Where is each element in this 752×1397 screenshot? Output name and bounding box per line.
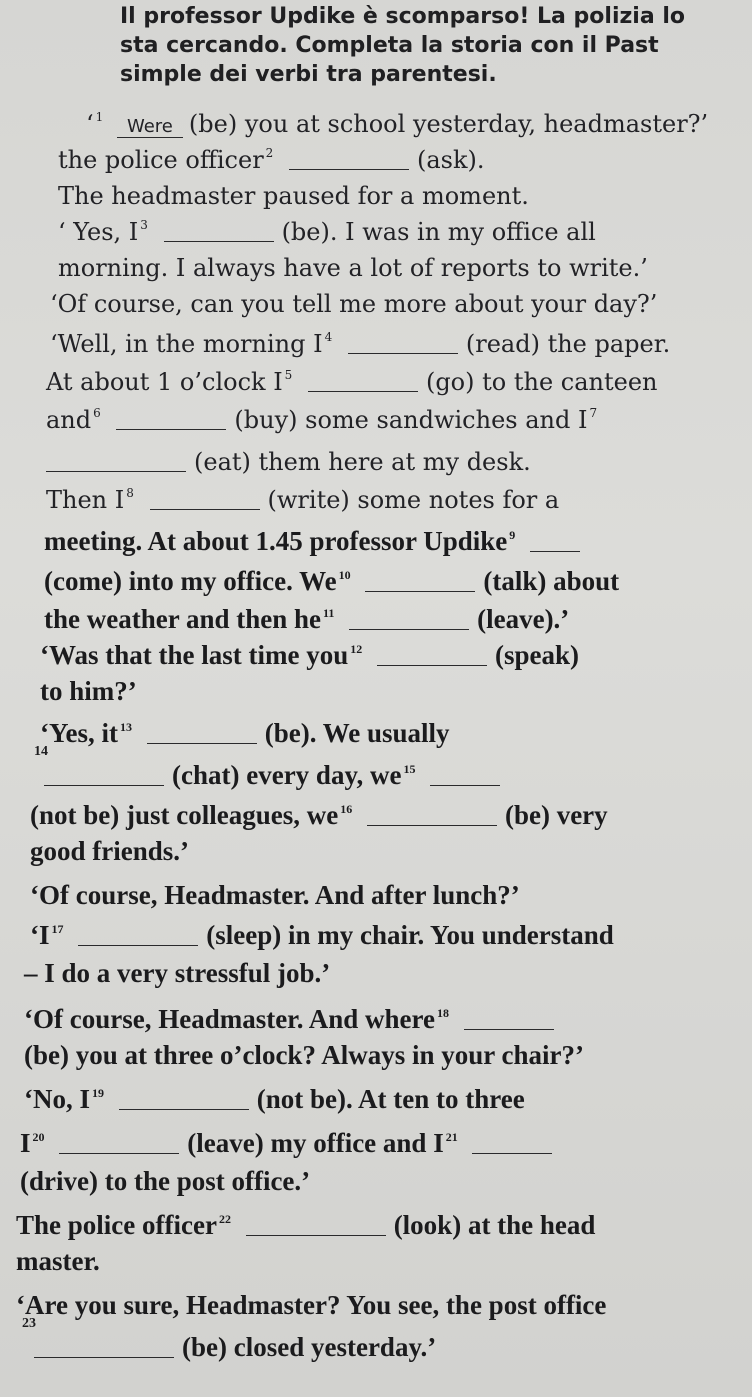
story-line-12: meeting. At about 1.45 professor Updike $^9$: [44, 526, 588, 557]
story-line-28: (drive) to the post office.’: [20, 1166, 311, 1196]
answer-blank-14[interactable]: [44, 784, 164, 786]
answer-blank-1[interactable]: Were: [117, 117, 183, 138]
story-line-10: (eat) them here at my desk.: [46, 448, 531, 476]
answer-blank-20[interactable]: [59, 1152, 179, 1154]
story-line-7: ‘Well, in the morning I $^4$ (read) the paper.: [50, 330, 671, 358]
answer-blank-19[interactable]: [119, 1108, 249, 1110]
answer-blank-9[interactable]: [530, 550, 580, 552]
answer-blank-17[interactable]: [78, 944, 198, 946]
story-line-18: (chat) every day, we $^{15}$: [44, 760, 508, 791]
answer-blank-15[interactable]: [430, 784, 500, 786]
story-line-14: the weather and then he $^{11}$ (leave).’: [44, 604, 570, 634]
answer-blank-2[interactable]: [289, 168, 409, 170]
story-line-29: The police officer $^{22}$ (look) at the head: [16, 1210, 596, 1240]
answer-blank-22[interactable]: [246, 1234, 386, 1236]
story-line-11: Then I $^8$ (write) some notes for a: [46, 486, 560, 514]
story-line-3: The headmaster paused for a moment.: [58, 182, 529, 210]
story-line-22: ‘I $^{17}$ (sleep) in my chair. You understand: [30, 920, 614, 950]
story-line-13: (come) into my office. We $^{10}$ (talk) about: [44, 566, 620, 596]
story-line-24: ‘Of course, Headmaster. And where $^{18}$: [24, 1004, 562, 1035]
story-line-27: I $^{20}$ (leave) my office and I $^{21}$: [20, 1128, 560, 1159]
story-line-25: (be) you at three o’clock? Always in your chair?’: [24, 1040, 584, 1070]
answer-blank-7[interactable]: [46, 470, 186, 472]
answer-blank-16[interactable]: [367, 824, 497, 826]
story-line-17: ‘Yes, it $^{13}$ (be). We usually: [40, 718, 450, 748]
answer-blank-5[interactable]: [308, 390, 418, 392]
item-number-23: 23: [22, 1316, 36, 1331]
story-line-15: ‘Was that the last time you $^{12}$ (speak): [40, 640, 579, 670]
story-line-26: ‘No, I $^{19}$ (not be). At ten to three: [24, 1084, 525, 1114]
answer-blank-4[interactable]: [348, 352, 458, 354]
answer-blank-13[interactable]: [147, 742, 257, 744]
answer-blank-11[interactable]: [349, 628, 469, 630]
story-line-21: ‘Of course, Headmaster. And after lunch?’: [30, 880, 520, 910]
story-line-9: and $^6$ (buy) some sandwiches and I $^7$: [46, 406, 598, 434]
story-line-2: the police officer $^2$ (ask).: [58, 146, 485, 174]
answer-blank-8[interactable]: [150, 508, 260, 510]
story-line-30: master.: [16, 1246, 100, 1276]
exercise-instructions: Il professor Updike è scomparso! La polizia lo sta cercando. Completa la storia con il Past simple dei verbi tra parentesi.: [120, 4, 685, 87]
answer-blank-6[interactable]: [116, 428, 226, 430]
story-line-31: ‘Are you sure, Headmaster? You see, the post office: [16, 1290, 607, 1320]
story-line-19: (not be) just colleagues, we $^{16}$ (be) very: [30, 800, 608, 830]
answer-blank-18[interactable]: [464, 1028, 554, 1030]
answer-blank-23[interactable]: [34, 1356, 174, 1358]
story-line-6: ‘Of course, can you tell me more about your day?’: [50, 290, 658, 318]
answer-blank-3[interactable]: [164, 240, 274, 242]
story-line-8: At about 1 o’clock I $^5$ (go) to the canteen: [46, 368, 658, 396]
item-number-14: 14: [34, 744, 48, 759]
story-line-5: morning. I always have a lot of reports to write.’: [58, 254, 648, 282]
story-line-32: (be) closed yesterday.’: [34, 1332, 436, 1363]
story-line-1: ‘ $^1$ Were (be) you at school yesterday, headmaster?’: [86, 110, 709, 138]
story-line-4: ‘ Yes, I $^3$ (be). I was in my office all: [58, 218, 596, 246]
story-line-16: to him?’: [40, 676, 137, 706]
answer-blank-10[interactable]: [365, 590, 475, 592]
story-line-20: good friends.’: [30, 836, 190, 866]
story-line-23: – I do a very stressful job.’: [24, 958, 331, 988]
answer-blank-21[interactable]: [472, 1152, 552, 1154]
answer-blank-12[interactable]: [377, 664, 487, 666]
